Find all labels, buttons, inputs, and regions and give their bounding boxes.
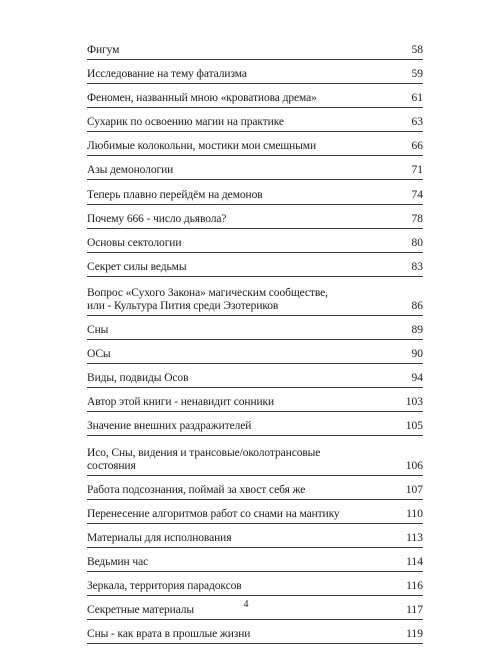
toc-entry [87,140,423,156]
toc-entry-page: 103 [405,396,423,409]
toc-entry-title: Секрет силы ведьмы [87,260,187,273]
toc-entry [87,324,423,340]
toc-entry-page: 114 [406,555,423,568]
toc-entry-page: 119 [406,628,423,641]
toc-entry-page: 117 [406,604,423,617]
toc-entry-title: ОСы [87,348,111,361]
toc-entry-title: Сны - как врата в прошлые жизни [87,628,251,641]
toc-entry-page: 113 [406,531,423,544]
toc-entry [87,213,423,229]
toc-entry [87,508,423,524]
toc-entry-title [87,447,401,473]
toc-entry [87,164,423,180]
toc-entry-title: Исследование на тему фатализма [87,68,247,81]
toc-entry-title: Фигум [87,44,120,56]
toc-entry-title: Работа подсознания, поймай за хвост себя же [87,483,306,496]
toc-entry-page: 110 [406,507,423,520]
toc-entry-page: 83 [411,260,423,273]
toc-entry-title: Феномен, названный мною «кроватиова дрема» [87,92,317,105]
toc-entry [87,68,423,84]
table-of-contents [87,44,423,652]
toc-entry [87,532,423,548]
toc-entry-title-line: Вопрос «Сухого Закона» магическим сообществе, [87,286,328,299]
page-number: 4 [243,599,249,610]
toc-entry-title: Почему 666 - число дьявола? [87,212,227,225]
toc-entry-page: 80 [411,236,423,249]
toc-entry [87,420,423,436]
toc-entry [87,44,423,60]
toc-entry-title: Сухарик по освоению магии на практике [87,116,284,129]
toc-entry [87,237,423,253]
toc-entry-page: 78 [411,212,423,225]
toc-entry-page: 58 [411,44,423,56]
toc-entry-title: Азы демонологии [87,164,174,177]
toc-entry-page: 106 [405,459,423,472]
toc-entry-title: Перенесение алгоритмов работ со снами на мантику [87,507,340,520]
toc-entry-title: Теперь плавно перейдём на демонов [87,188,263,201]
toc-entry [87,445,423,476]
toc-entry-page: 105 [405,420,423,433]
toc-entry [87,580,423,596]
toc-entry-title: Автор этой книги - ненавидит сонники [87,396,275,409]
toc-entry-page: 61 [411,92,423,105]
toc-entry-page: 94 [411,372,423,385]
toc-entry [87,348,423,364]
toc-entry [87,189,423,205]
toc-entry-page: 116 [406,579,423,592]
toc-entry-title [87,287,401,313]
toc-entry [87,372,423,388]
toc-entry-title: Сны [87,324,109,337]
toc-entry-title: Значение внешних раздражителей [87,420,252,433]
toc-entry-title: Ведьмин час [87,555,149,568]
toc-entry-page: 71 [411,164,423,177]
toc-entry-page: 59 [411,68,423,81]
toc-entry [87,285,423,316]
toc-entry-title: Виды, подвиды Осов [87,372,189,385]
toc-entry-page: 74 [411,188,423,201]
toc-entry [87,396,423,412]
toc-entry-page: 90 [411,348,423,361]
toc-entry [87,261,423,277]
toc-entry-page: 107 [405,483,423,496]
toc-entry-title: Основы сектологии [87,236,182,249]
toc-entry-title: Зеркала, территория парадоксов [87,579,242,592]
toc-entry-title-line: Исо, Сны, видения и трансовые/околотрансовые [87,446,321,459]
toc-entry-page: 86 [411,299,423,312]
toc-entry-page: 63 [411,116,423,129]
toc-entry-title: Секретные материалы [87,604,195,617]
toc-entry-title-line: состояния [87,459,136,472]
toc-entry-title-line: или - Культура Пития среди Эзотериков [87,299,279,312]
toc-entry-page: 89 [411,324,423,337]
toc-entry-title: Материалы для исполнования [87,531,232,544]
toc-entry-title: Любимые колокольни, мостики мои смешными [87,140,317,153]
toc-entry [87,484,423,500]
toc-entry [87,116,423,132]
toc-entry [87,628,423,644]
toc-entry [87,556,423,572]
toc-entry [87,92,423,108]
toc-entry-page: 66 [411,140,423,153]
